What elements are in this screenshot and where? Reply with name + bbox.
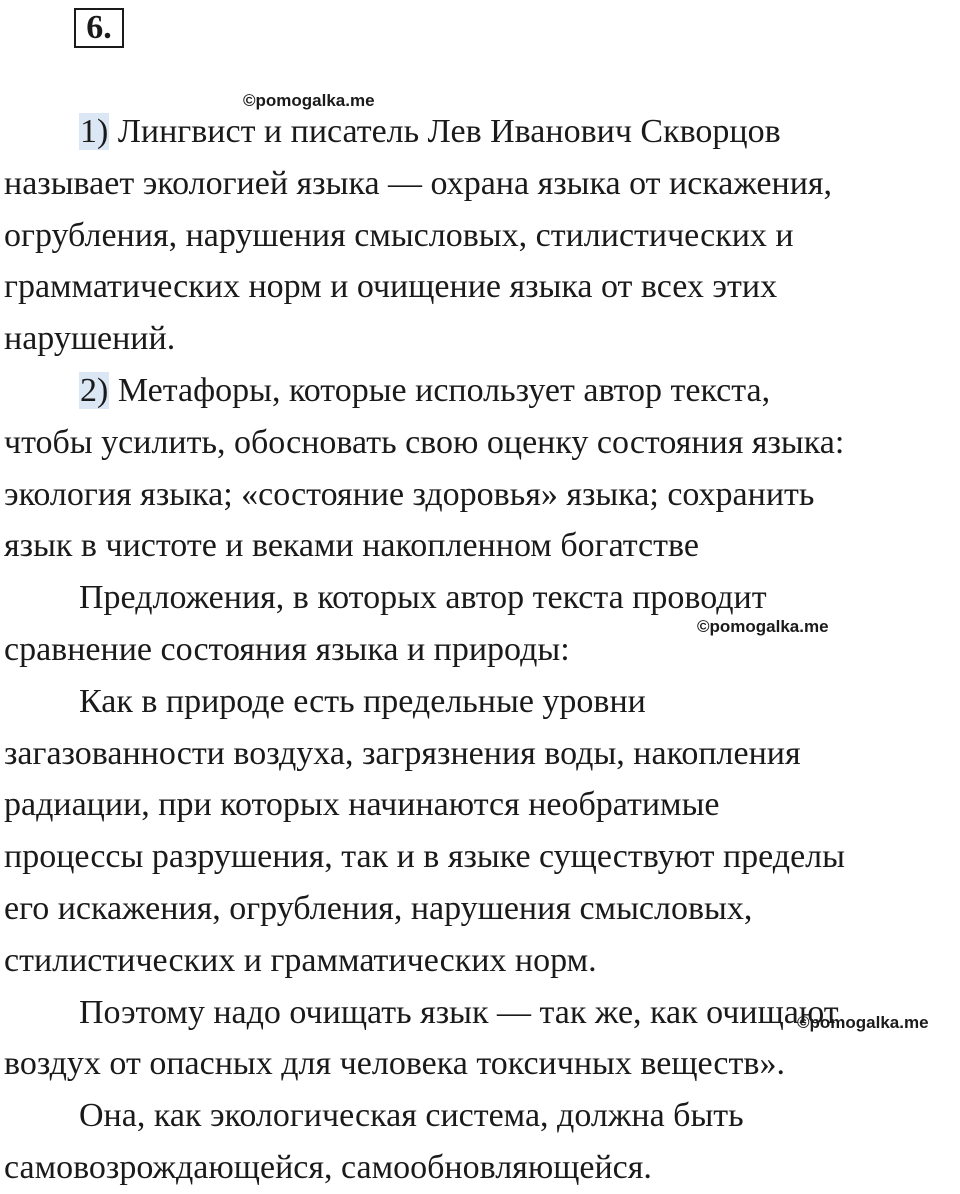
paragraph-1 <box>4 106 960 365</box>
text-fragment: Лингвист и писатель Лев Иванович Скворцов <box>109 113 781 150</box>
text-line: воздух от опасных для человека токсичных веществ». <box>4 1045 785 1083</box>
answer-text <box>4 106 960 1194</box>
text-line: радиации, при которых начинаются необратимые <box>4 786 720 824</box>
paragraph-6 <box>4 1090 960 1194</box>
item-marker: 1) <box>80 113 109 150</box>
paragraph-3 <box>4 572 960 676</box>
task-number: 6. <box>86 9 112 46</box>
text-line: Предложения, в которых автор текста проводит <box>79 579 767 617</box>
text-line: язык в чистоте и веками накопленном богатстве <box>4 527 699 565</box>
task-number-box <box>74 8 124 48</box>
text-line: грамматических норм и очищение языка от всех этих <box>4 268 778 306</box>
watermark: ©pomogalka.me <box>797 1013 929 1032</box>
text-line: экология языка; «состояние здоровья» языка; сохранить <box>4 475 815 513</box>
watermark: ©pomogalka.me <box>243 91 375 110</box>
text-line <box>4 365 960 417</box>
text-line: Поэтому надо очищать язык — так же, как очищают <box>79 993 839 1031</box>
text-line: огрубления, нарушения смысловых, стилистических и <box>4 216 794 254</box>
text-line: сравнение состояния языка и природы: <box>4 630 570 668</box>
text-line: его искажения, огрубления, нарушения смысловых, <box>4 889 753 927</box>
text-line: загазованности воздуха, загрязнения воды, накопления <box>4 734 801 772</box>
text-line: процессы разрушения, так и в языке существуют пределы <box>4 838 845 876</box>
text-line: Как в природе есть предельные уровни <box>79 682 646 720</box>
text-line: стилистических и грамматических норм. <box>4 941 597 979</box>
text-line: называет экологией языка — охрана языка от искажения, <box>4 164 833 202</box>
text-line: Она, как экологическая система, должна быть <box>79 1097 744 1135</box>
text-line <box>4 106 960 158</box>
paragraph-5 <box>4 987 960 1091</box>
paragraph-2 <box>4 365 960 572</box>
text-fragment: Метафоры, которые использует автор текста, <box>109 371 771 409</box>
text-line: нарушений. <box>4 320 176 358</box>
item-marker: 2) <box>80 371 109 409</box>
paragraph-4 <box>4 676 960 987</box>
watermark: ©pomogalka.me <box>697 617 829 636</box>
text-line: самовозрождающейся, самообновляющейся. <box>4 1148 652 1186</box>
text-line: чтобы усилить, обосновать свою оценку состояния языка: <box>4 423 845 461</box>
